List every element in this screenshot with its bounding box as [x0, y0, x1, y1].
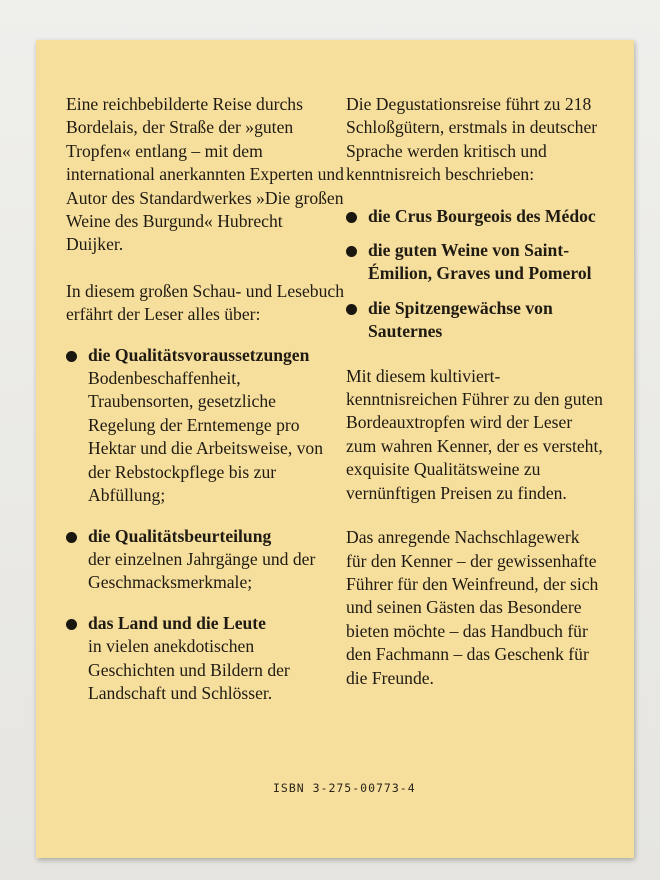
closing-paragraph: Das anregende Nachschlagewerk für den Kenner – der gewissenhafte Führer für den Weinfreund, der sich und seinen Gästen das Besondere bieten möchte – das Handbuch für den Fachmann – das Geschenk für die Freunde. [346, 527, 599, 688]
guide-paragraph: Mit diesem kultiviert-kenntnisreichen Führer zu den guten Bordeauxtropfen wird der Leser zum wahren Kenner, der es versteht, exquisite Qualitätsweine zu vernünftigen Preisen zu finden. [346, 365, 603, 503]
list-item-heading: die guten Weine von Saint-Émilion, Graves und Pomerol [368, 240, 592, 284]
list-item-heading: die Crus Bourgeois des Médoc [368, 205, 596, 226]
bullet-icon [66, 619, 77, 630]
right-column [346, 93, 604, 690]
list-item [346, 297, 604, 344]
list-item [66, 525, 344, 595]
list-item-text: Bodenbeschaffenheit, Traubensorten, gesetzliche Regelung der Erntemenge pro Hektar und die Arbeitsweise, von der Rebstockpflege bis zur Abfüllung; [88, 368, 324, 506]
list-item-text: in vielen anekdotischen Geschichten und Bildern der Landschaft und Schlösser. [88, 636, 290, 703]
list-item [66, 612, 344, 706]
list-item-heading: das Land und die Leute [88, 612, 266, 633]
bullet-icon [66, 351, 77, 362]
bullet-icon [346, 212, 357, 223]
topic-list [66, 344, 344, 706]
bullet-icon [346, 246, 357, 257]
list-item [346, 205, 604, 228]
list-item [346, 239, 604, 286]
book-back-cover [36, 40, 634, 858]
list-item-text: der einzelnen Jahrgänge und der Geschmacksmerkmale; [88, 548, 316, 593]
bullet-icon [346, 304, 357, 315]
list-item-heading: die Qualitätsvoraussetzungen [88, 344, 310, 365]
bullet-icon [66, 532, 77, 543]
list-item-heading: die Spitzengewächse von Sauternes [368, 297, 553, 342]
isbn-number: ISBN 3-275-00773-4 [273, 781, 416, 795]
list-item [66, 344, 344, 508]
left-column [66, 93, 344, 705]
list-item-heading: die Qualitätsbeurteilung [88, 525, 272, 546]
intro-paragraph: Eine reichbebilderte Reise durchs Bordelais, der Straße der »guten Tropfen« entlang – mit dem international anerkannten Experten und Autor des Standardwerkes »Die großen Weine des Burgund« Hubrecht Duijker. [66, 94, 344, 255]
lead-paragraph: In diesem großen Schau- und Lesebuch erfährt der Leser alles über: [66, 280, 344, 325]
wine-region-list [346, 205, 604, 344]
right-intro-paragraph: Die Degustationsreise führt zu 218 Schloßgütern, erstmals in deutscher Sprache werden kritisch und kenntnisreich beschrieben: [346, 94, 598, 185]
